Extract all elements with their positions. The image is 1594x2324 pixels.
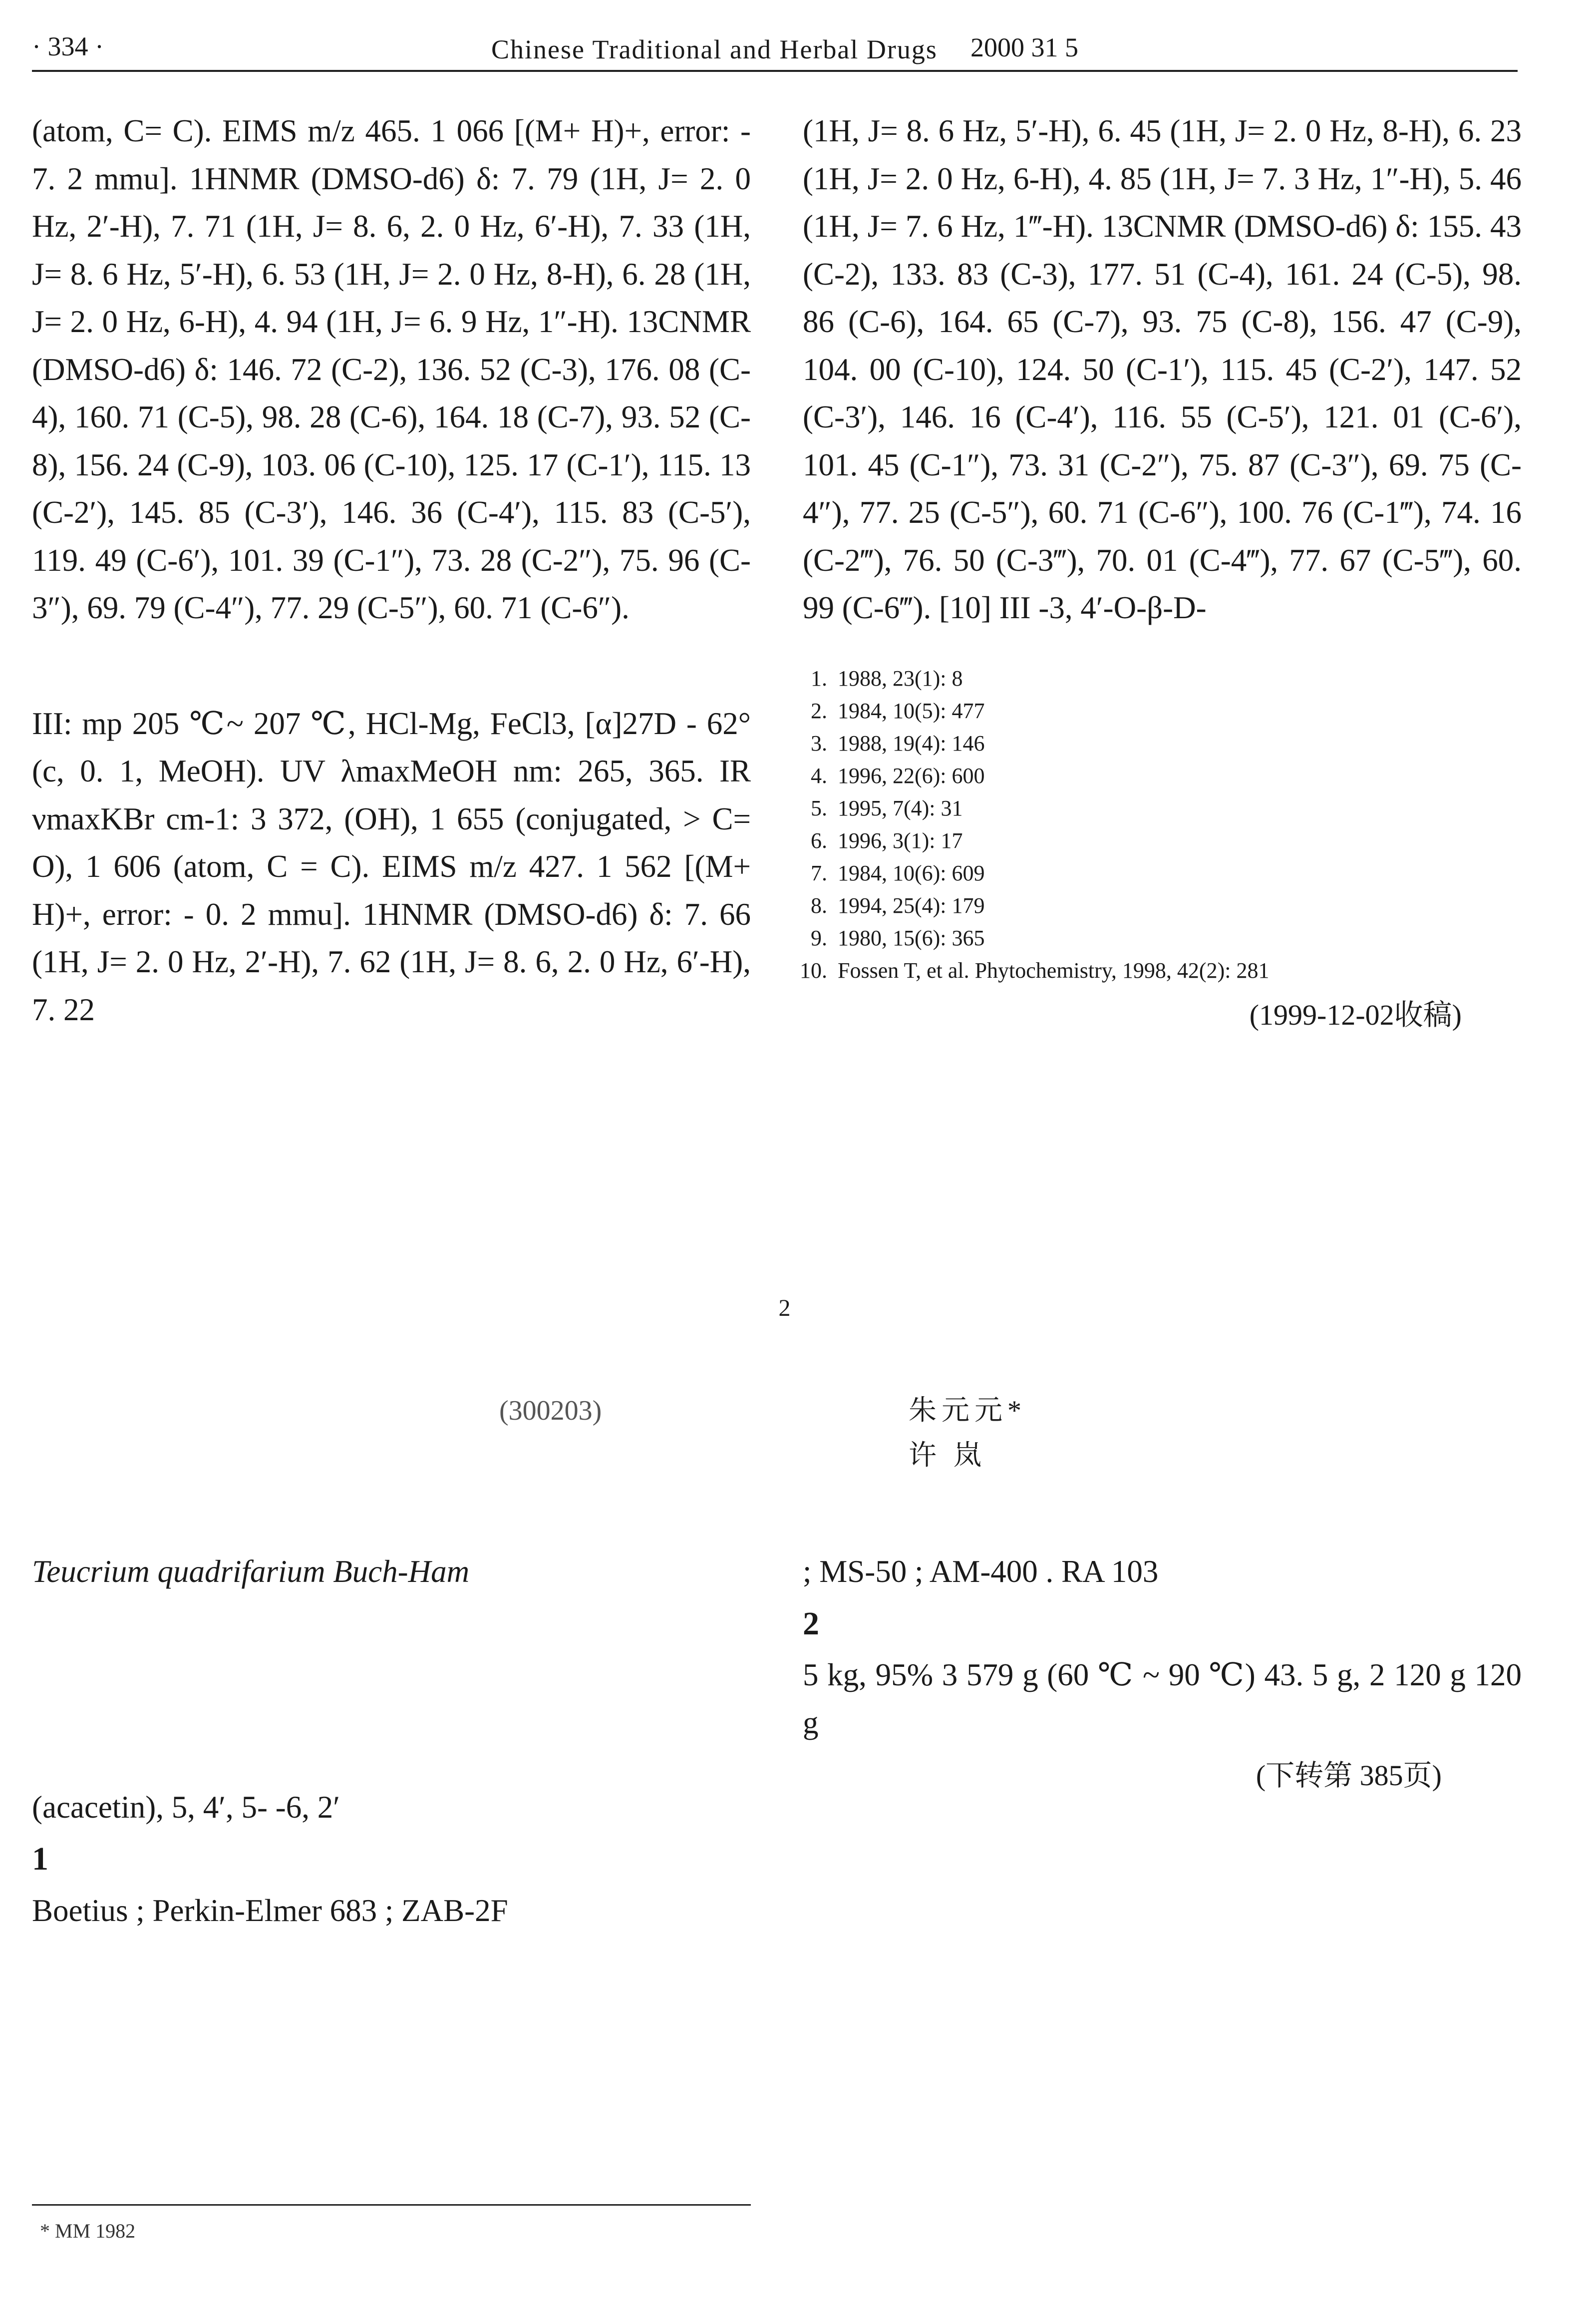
page-number: · 334 · (32, 31, 104, 61)
issue-info: 2000 31 5 (970, 32, 1078, 62)
reference-item: 4. 1996, 22(6): 600 (833, 760, 1522, 792)
reference-item: 6. 1996, 3(1): 17 (833, 824, 1522, 857)
article2-right-column (803, 1548, 1522, 1794)
author-name: 朱元元* (909, 1395, 1026, 1426)
reference-item: 5. 1995, 7(4): 31 (833, 792, 1522, 824)
references (803, 662, 1522, 1031)
footnote: * MM 1982 (40, 2220, 136, 2242)
body-paragraph: Boetius ; Perkin-Elmer 683 ; ZAB-2F (32, 1893, 508, 1928)
continued-note: (下转第 385页) (1256, 1759, 1442, 1792)
title-mark: 2 (778, 1295, 801, 1321)
body-paragraph: (1H, J= 8. 6 Hz, 5′-H), 6. 45 (1H, J= 2. 0 Hz, 8-H), 6. 23 (1H, J= 2. 0 Hz, 6-H), 4. 85 (1H, J= 7. 3 Hz, 1″-H), 5. 46 (1H, J= 7. 6 Hz, 1‴-H). 13CNMR (DMSO-d6) δ: 155. 43 (C-2), 133. 83 (C-3), 177. 51 (C-4), 161. 24 (C-5), 98. 86 (C-6), 164. 65 (C-7), 93. 75 (C-8), 156. 47 (C-9), 104. 00 (C-10), 124. 50 (C-1′), 115. 45 (C-2′), 147. 52 (C-3′), 146. 16 (C-4′), 116. 55 (C-5′), 121. 01 (C-6′), 101. 45 (C-1″), 73. 31 (C-2″), 75. 87 (C-3″), 69. 75 (C-4″), 77. 25 (C-5″), 60. 71 (C-6″), 100. 76 (C-1‴), 74. 16 (C-2‴), 76. 50 (C-3‴), 70. 01 (C-4‴), 77. 67 (C-5‴), 60. 99 (C-6‴). [10] III -3, 4′-O-β-D- (803, 113, 1522, 625)
author-affiliation: (300203) (499, 1395, 602, 1426)
article1-right-column (803, 107, 1522, 1031)
author-name: 许 岚 (909, 1440, 986, 1471)
reference-item: 1. 1988, 23(1): 8 (833, 662, 1522, 695)
body-paragraph: (atom, C= C). EIMS m/z 465. 1 066 [(M+ H)+, error: - 7. 2 mmu]. 1HNMR (DMSO-d6) δ: 7. 79 (1H, J= 2. 0 Hz, 2′-H), 7. 71 (1H, J= 8. 6, 2. 0 Hz, 6′-H), 7. 33 (1H, J= 8. 6 Hz, 5′-H), 6. 53 (1H, J= 2. 0 Hz, 8-H), 6. 28 (1H, J= 2. 0 Hz, 6-H), 4. 94 (1H, J= 6. 9 Hz, 1″-H). 13CNMR (DMSO-d6) δ: 146. 72 (C-2), 136. 52 (C-3), 176. 08 (C-4), 160. 71 (C-5), 98. 28 (C-6), 164. 18 (C-7), 93. 52 (C-8), 156. 24 (C-9), 103. 06 (C-10), 125. 17 (C-1′), 115. 13 (C-2′), 145. 85 (C-3′), 146. 36 (C-4′), 115. 83 (C-5′), 119. 49 (C-6′), 101. 39 (C-1″), 73. 28 (C-2″), 75. 96 (C-3″), 69. 79 (C-4″), 77. 29 (C-5″), 60. 71 (C-6″). (32, 113, 751, 625)
species-name: Teucrium quadrifarium Buch-Ham (32, 1554, 470, 1589)
reference-item: 10. Fossen T, et al. Phytochemistry, 1998, 42(2): 281 (833, 954, 1522, 987)
reference-item: 2. 1984, 10(5): 477 (833, 695, 1522, 727)
author-affiliation (499, 1433, 909, 1478)
article2-left-column (32, 1548, 751, 1938)
page-header (32, 25, 1518, 72)
article2-title (0, 1288, 1594, 1344)
author-block (499, 1388, 1148, 1478)
garbled-line (32, 636, 751, 696)
body-paragraph: (acacetin), 5, 4′, 5- -6, 2′ (32, 1789, 340, 1825)
author-row (499, 1433, 1148, 1478)
reference-item: 7. 1984, 10(6): 609 (833, 857, 1522, 889)
body-paragraph: III: mp 205 ℃~ 207 ℃, HCl-Mg, FeCl3, [α]27D - 62° (c, 0. 1, MeOH). UV λmaxMeOH nm: 265, 365. IR νmaxKBr cm-1: 3 372, (OH), 1 655 (conjugated, > C= O), 1 606 (atom, C = C). EIMS m/z 427. 1 562 [(M+ H)+, error: - 0. 2 mmu]. 1HNMR (DMSO-d6) δ: 7. 66 (1H, J= 2. 0 Hz, 2′-H), 7. 62 (1H, J= 8. 6, 2. 0 Hz, 6′-H), 7. 22 (32, 706, 751, 1027)
footnote-divider (32, 2204, 751, 2206)
section-heading: 1 (32, 1841, 48, 1877)
received-date: (1999-12-02收稿) (1249, 998, 1462, 1031)
reference-item: 3. 1988, 19(4): 146 (833, 727, 1522, 760)
reference-item: 8. 1994, 25(4): 179 (833, 889, 1522, 922)
body-paragraph: 5 kg, 95% 3 579 g (60 ℃ ~ 90 ℃) 43. 5 g, 2 120 g 120 g (803, 1657, 1522, 1740)
section-heading: 2 (803, 1605, 819, 1642)
article1-left-column (32, 107, 751, 1038)
garbled-line (32, 1600, 751, 1780)
author-row (499, 1388, 1148, 1433)
reference-item: 9. 1980, 15(6): 365 (833, 922, 1522, 954)
journal-name: Chinese Traditional and Herbal Drugs (491, 34, 938, 64)
body-paragraph: ; MS-50 ; AM-400 . RA 103 (803, 1554, 1159, 1589)
body-paragraph (32, 1548, 751, 1596)
